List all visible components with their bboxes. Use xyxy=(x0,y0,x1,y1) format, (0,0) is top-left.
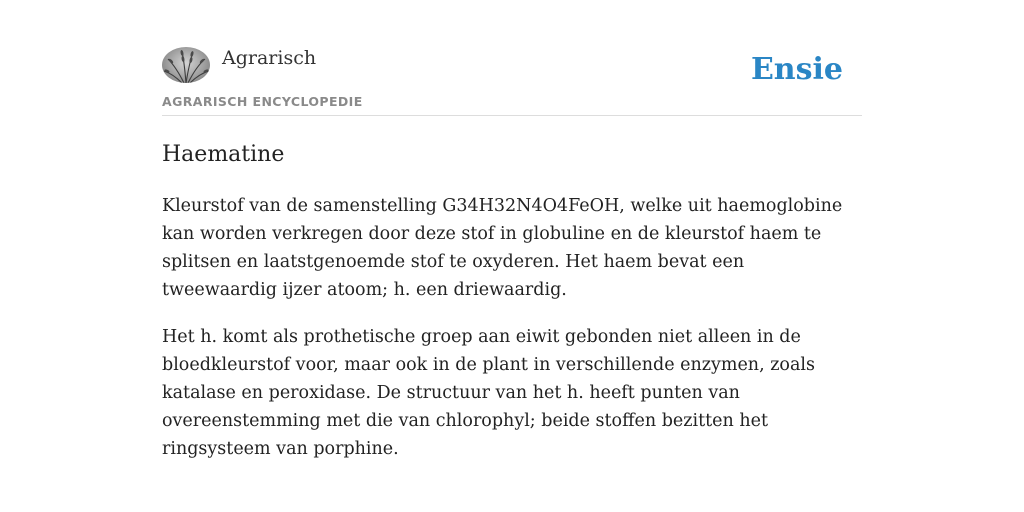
site-name[interactable]: Agrarisch xyxy=(222,47,317,69)
site-header xyxy=(162,44,862,116)
article-paragraph: Het h. komt als prothetische groep aan eiwit gebonden niet alleen in de bloedkleurstof voor, maar ook in de plant in verschillende enzymen, zoals katalase en peroxidase. De structuur van het h. heeft punten van overeenstemming met die van chlorophyl; beide stoffen bezitten het ringsysteem van porphine. xyxy=(162,327,815,459)
site-subtitle: AGRARISCH ENCYCLOPEDIE xyxy=(162,94,363,109)
wheat-logo-icon[interactable] xyxy=(162,47,210,83)
ensie-brand-link[interactable]: Ensie xyxy=(750,52,843,87)
article-title: Haematine xyxy=(162,142,285,167)
page-container xyxy=(162,44,862,463)
article-paragraph: Kleurstof van de samenstelling G34H32N4O4FeOH, welke uit haemoglobine kan worden verkregen door deze stof in globuline en de kleurstof haem te splitsen en laatstgenoemde stof te oxyderen. Het haem bevat een tweewaardig ijzer atoom; h. een driewaardig. xyxy=(162,196,843,300)
